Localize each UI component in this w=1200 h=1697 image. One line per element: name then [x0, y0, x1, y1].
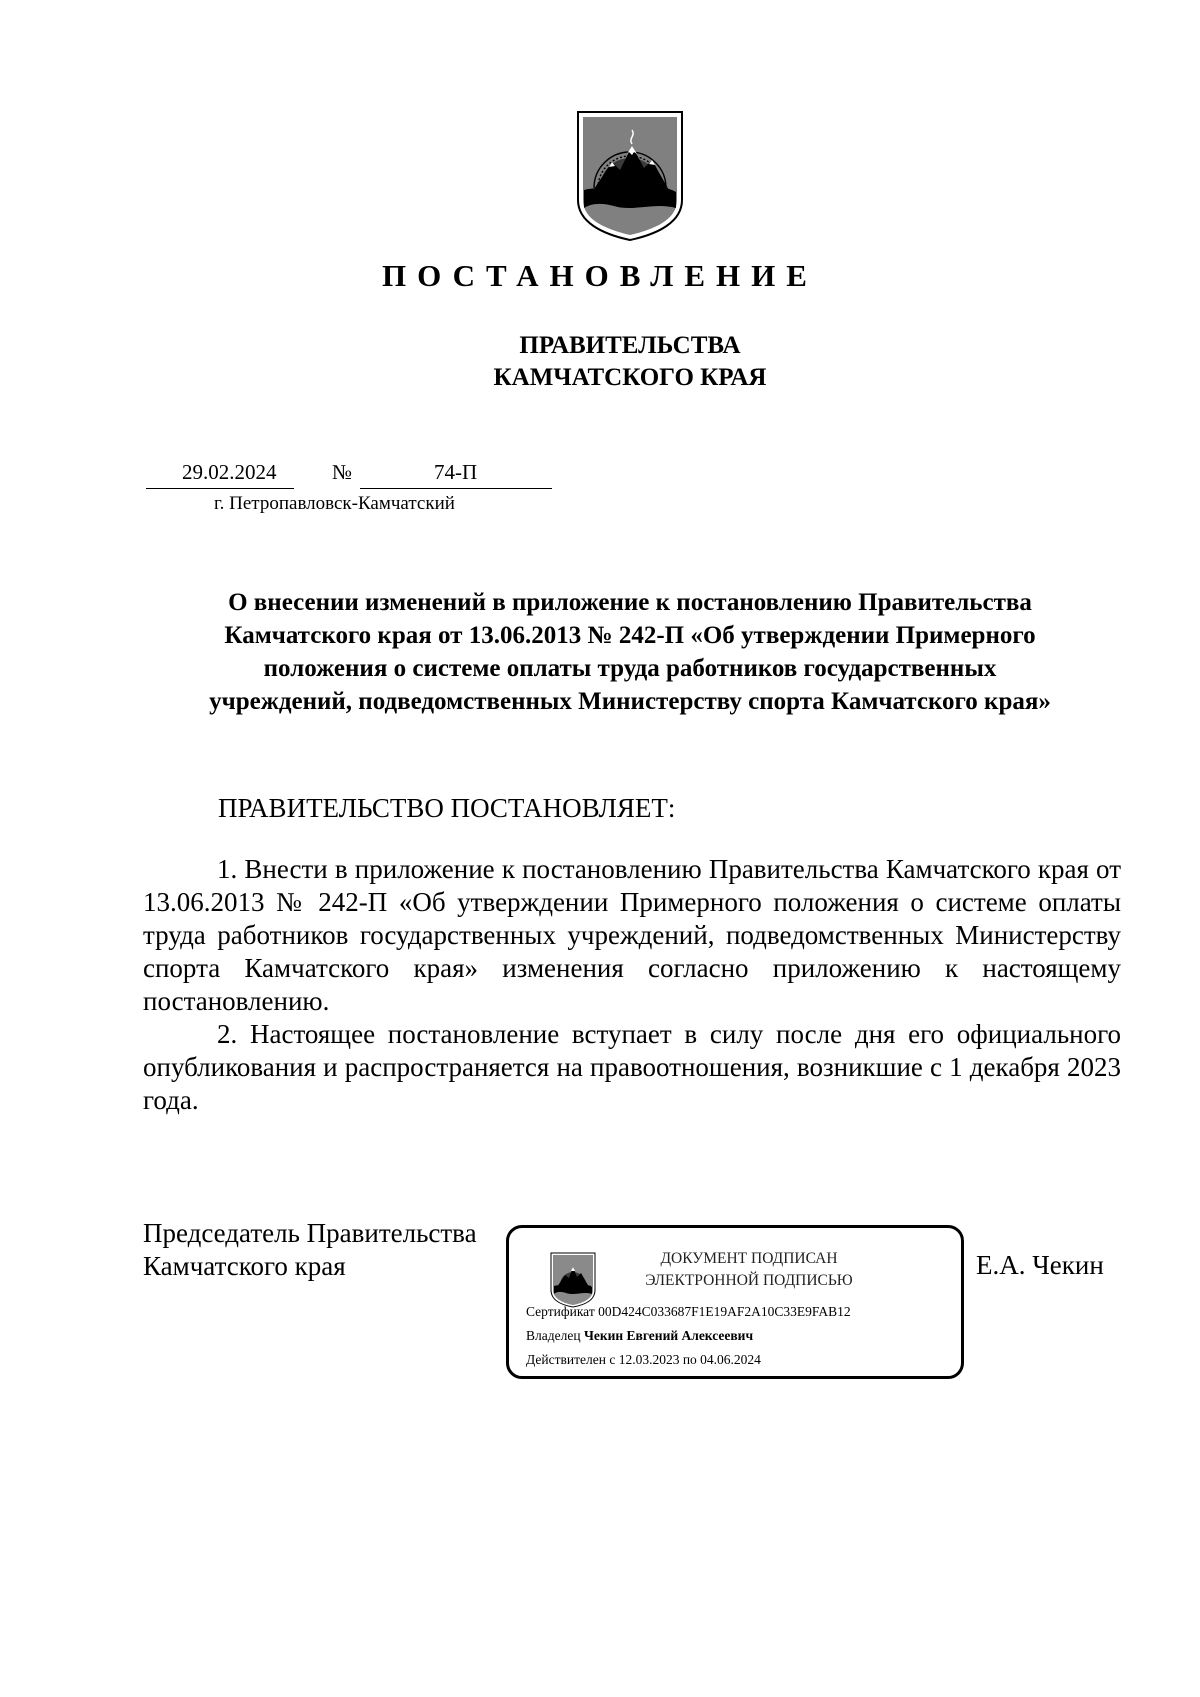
city: г. Петропавловск-Камчатский: [214, 493, 455, 514]
number-sign: №: [332, 460, 353, 484]
certificate-label: Сертификат: [526, 1304, 595, 1319]
paragraph-1: 1. Внести в приложение к постановлению Правительства Камчатского края от 13.06.2013 № 242-П «Об утверждении Примерного положения о системе оплаты труда работников государственных учреждений, подведомственных Министерству спорта Камчатского края» изменения согласно приложению к настоящему постановлению.: [143, 854, 1121, 1016]
electronic-signature-stamp: [506, 1225, 964, 1379]
subject-line: положения о системе оплаты труда работников государственных: [263, 655, 997, 682]
signer-position-line: Камчатского края: [143, 1251, 346, 1281]
owner-row: [526, 1328, 753, 1344]
stamp-title-line: ДОКУМЕНТ ПОДПИСАН: [660, 1250, 838, 1267]
issuer-line: ПРАВИТЕЛЬСТВА: [519, 332, 741, 359]
number-underline: [360, 488, 552, 489]
signer-name: Е.А. Чекин: [976, 1250, 1104, 1280]
valid-to-prefix: по: [682, 1352, 697, 1367]
subject-line: Камчатского края от 13.06.2013 № 242-П «Об утверждении Примерного: [224, 622, 1036, 649]
document-subject: [140, 586, 1120, 718]
certificate-row: [526, 1304, 851, 1320]
subject-line: учреждений, подведомственных Министерству спорта Камчатского края»: [209, 688, 1051, 715]
body-text: [143, 853, 1121, 1117]
stamp-coat-of-arms-icon: [549, 1252, 597, 1308]
signer-position-line: Председатель Правительства: [143, 1218, 477, 1248]
stamp-title: [619, 1248, 879, 1292]
registration-line: [146, 461, 552, 489]
valid-label: Действителен: [526, 1352, 606, 1367]
owner-value: Чекин Евгений Алексеевич: [583, 1328, 754, 1343]
valid-to: 04.06.2024: [700, 1352, 761, 1367]
document-date: 29.02.2024: [182, 460, 277, 484]
subject-line: О внесении изменений в приложение к постановлению Правительства: [228, 589, 1032, 616]
validity-row: [526, 1352, 761, 1368]
document-number: 74-П: [434, 460, 478, 484]
document-type-title: ПОСТАНОВЛЕНИЕ: [382, 258, 818, 293]
owner-label: Владелец: [526, 1328, 581, 1343]
stamp-title-line: ЭЛЕКТРОННОЙ ПОДПИСЬЮ: [645, 1272, 853, 1289]
valid-from: 12.03.2023: [618, 1352, 680, 1367]
certificate-value: 00D424C033687F1E19AF2A10C33E9FAB12: [598, 1304, 851, 1319]
issuer-line: КАМЧАТСКОГО КРАЯ: [493, 364, 767, 391]
valid-from-prefix: с: [609, 1352, 616, 1367]
date-underline: [146, 488, 294, 489]
decree-heading: ПРАВИТЕЛЬСТВО ПОСТАНОВЛЯЕТ:: [218, 793, 676, 823]
coat-of-arms-icon: [574, 110, 686, 242]
issuer-block: [0, 330, 1200, 394]
paragraph-2: 2. Настоящее постановление вступает в силу после дня его официального опубликования и распространяется на правоотношения, возникшие с 1 декабря 2023 года.: [143, 1019, 1121, 1115]
signer-position: [143, 1217, 477, 1283]
